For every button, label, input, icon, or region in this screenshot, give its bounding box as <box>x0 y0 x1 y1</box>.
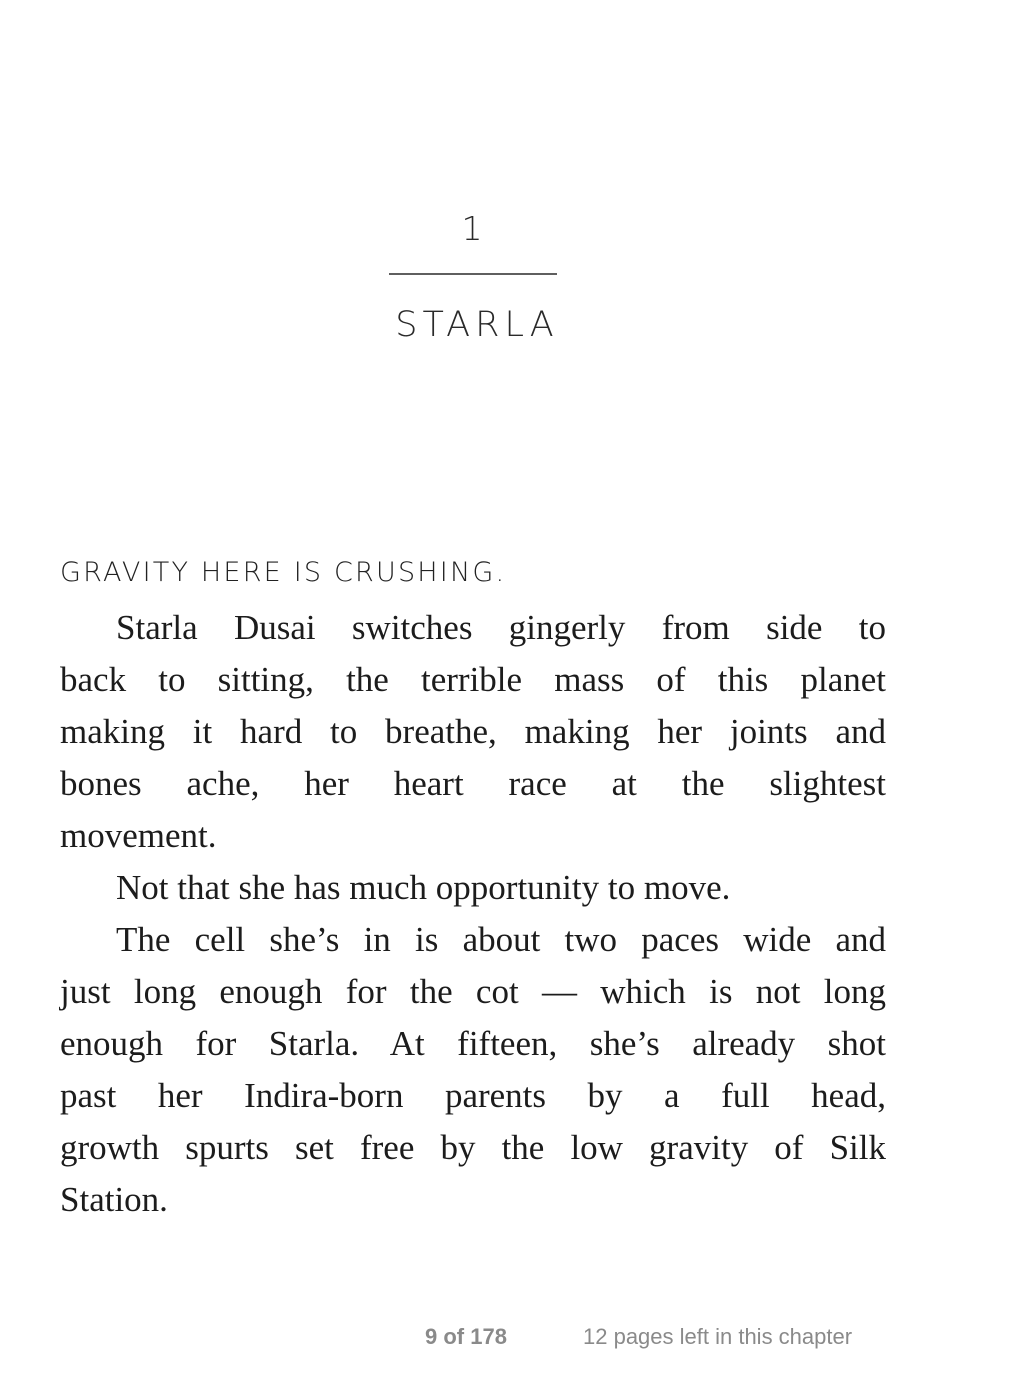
page-position[interactable]: 9 of 178 <box>425 1324 507 1349</box>
text-line: Starla Dusai switches gingerly from side to <box>116 608 886 647</box>
chapter-divider <box>389 273 557 275</box>
text-line: movement. <box>60 816 217 855</box>
chapter-title: STARLA <box>395 305 559 345</box>
text-line: past her Indira-born parents by a full head, <box>60 1076 886 1115</box>
body-text <box>60 602 886 1226</box>
chapter-number: 1 <box>461 209 483 248</box>
text-line: growth spurts set free by the low gravity of Silk <box>60 1128 886 1167</box>
text-line: just long enough for the cot — which is not long <box>60 972 886 1011</box>
text-line: enough for Starla. At fifteen, she’s already shot <box>60 1024 886 1063</box>
text-line: back to sitting, the terrible mass of this planet <box>60 660 886 699</box>
text-line: Station. <box>60 1180 168 1219</box>
chapter-lead-in: GRAVITY HERE IS CRUSHING. <box>60 557 507 588</box>
text-line: Not that she has much opportunity to move. <box>116 868 731 907</box>
text-line: bones ache, her heart race at the slightest <box>60 764 886 803</box>
text-line: The cell she’s in is about two paces wide and <box>116 920 886 959</box>
text-line: making it hard to breathe, making her joints and <box>60 712 886 751</box>
pages-left-in-chapter[interactable]: 12 pages left in this chapter <box>583 1324 853 1349</box>
